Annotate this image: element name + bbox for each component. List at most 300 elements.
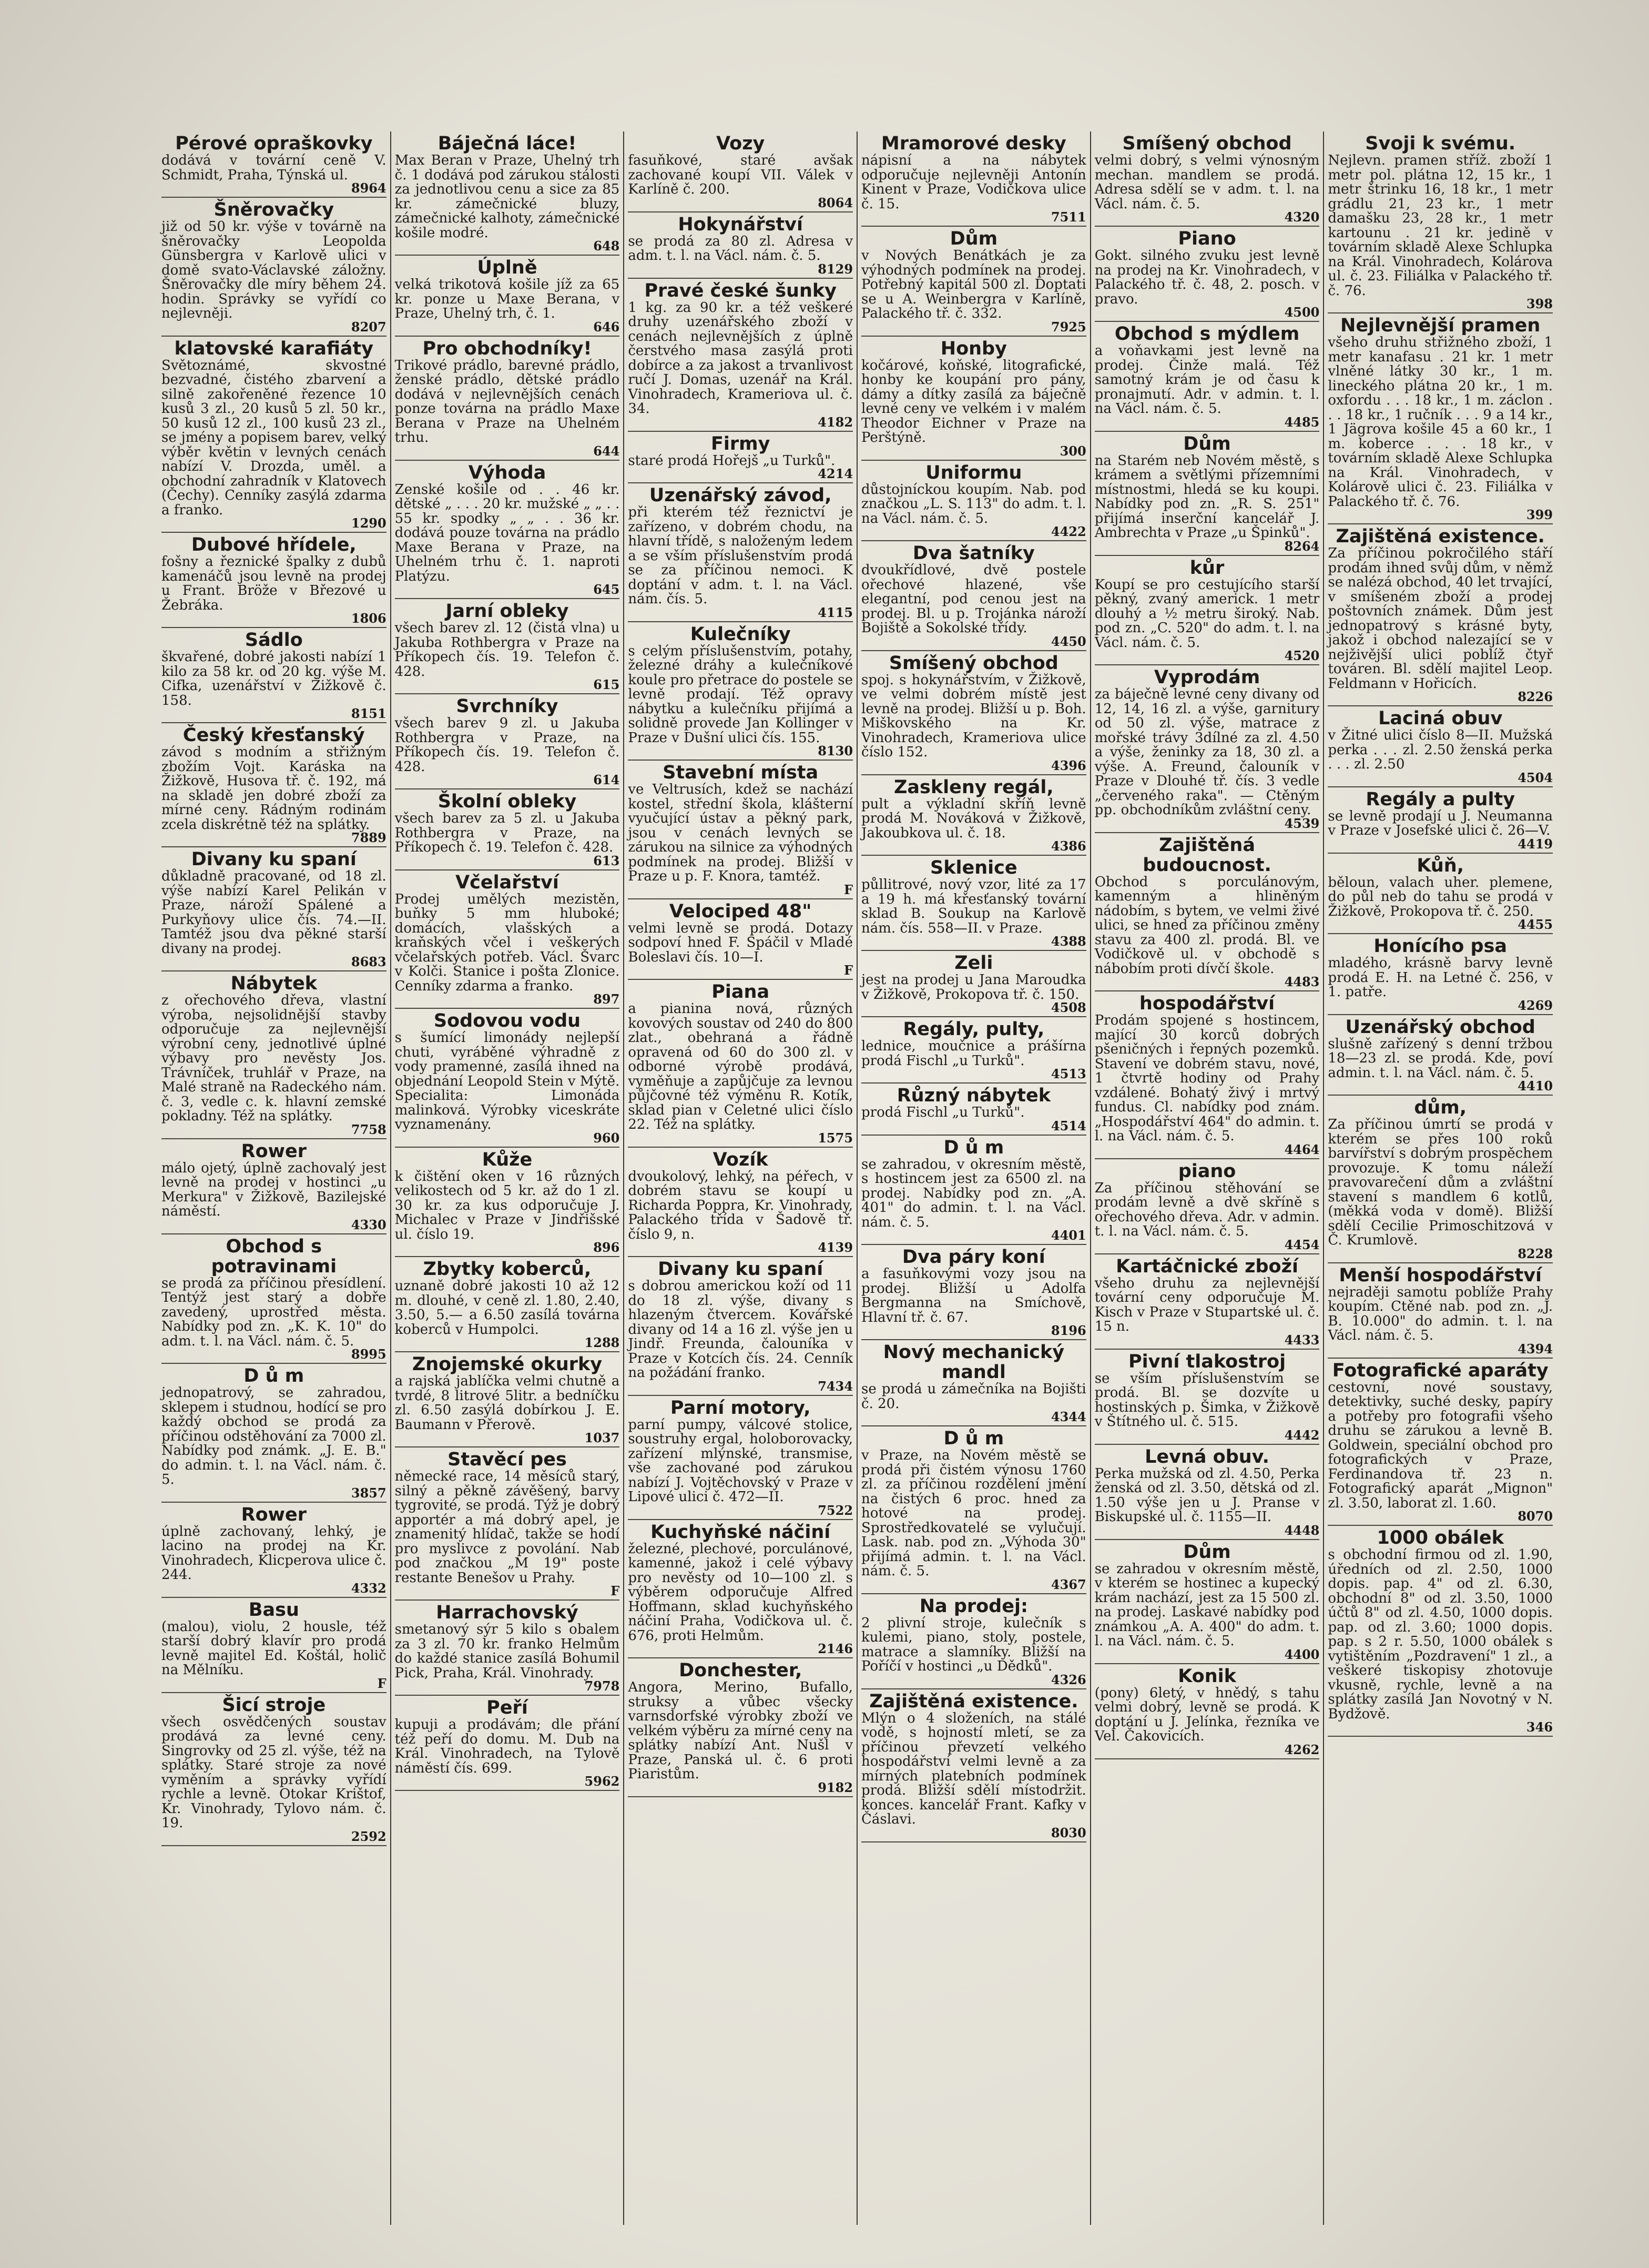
classified-ad — [1328, 787, 1553, 854]
ad-text: všeho druhu za nejlevnější tovární ceny odporučuje M. Kisch v Praze v Stupartské ul. č. 15 n. — [1094, 1275, 1320, 1334]
ad-number: 1575 — [818, 1130, 853, 1146]
ad-number: 4182 — [818, 414, 853, 430]
classified-ad — [861, 1084, 1086, 1136]
classified-ad — [395, 337, 620, 461]
ad-heading: D ů m — [243, 1365, 304, 1386]
ad-heading: Dva šatníky — [912, 543, 1035, 564]
ad-heading: Znojemské okurky — [412, 1354, 603, 1375]
ad-number: 960 — [593, 1130, 620, 1146]
ad-heading: Obchod s potravinami — [211, 1236, 337, 1277]
ad-heading: Sklenice — [930, 857, 1017, 878]
ad-text: mladého, krásně barvy levně prodá E. H. na Letné č. 256, v 1. patře. — [1328, 955, 1553, 1000]
classified-ad — [628, 622, 853, 761]
classified-ad — [861, 461, 1086, 542]
classified-ad — [861, 856, 1086, 951]
classified-ad — [628, 432, 853, 484]
classified-ad — [1328, 524, 1553, 706]
ad-text: Za příčinou pokročilého stáří prodám ihned svůj dům, v němž se nalézá obchod, 40 let trvající, v smíšeném zboží a prodej poštovních známek. Dům jest jednopatrový s krásné byty, jakož i obchod nalezající se v nejživější ulici poblíž čtyř továren. Bl. sdělí majitel Leop. Feldmann v Hořicích. — [1328, 545, 1553, 692]
classified-ad — [395, 1257, 620, 1352]
ad-text: se zahradou, v okresním městě, s hostincem jest za 6500 zl. na prodej. Nabídky pod zn. „A. 401" do admin. t. l. na Václ. nám. č. 5. — [861, 1156, 1086, 1230]
ad-heading: Konik — [1178, 1665, 1236, 1687]
ad-number: 4513 — [1051, 1066, 1086, 1081]
ad-number: F — [377, 1675, 386, 1691]
ad-number: 8130 — [818, 743, 853, 758]
classified-ad — [161, 337, 386, 533]
classified-ad — [1328, 313, 1553, 524]
ad-heading: Levná obuv. — [1145, 1446, 1269, 1467]
classified-ad — [861, 651, 1086, 775]
column-6 — [1324, 131, 1556, 2225]
ad-heading: Peří — [486, 1697, 528, 1718]
ad-text: všech osvědčených soustav prodává za levné ceny. Singrovky od 25 zl. výše, též na splátky. Staré stroje za nové vyměním a správky vyřídí rychle a levně. Otokar Krištof, Kr. Vinohrady, Tylovo nám. č. 19. — [161, 1714, 386, 1831]
ad-heading: Výhoda — [468, 462, 546, 483]
ad-heading: Úplně — [477, 257, 537, 278]
ad-number: F — [843, 963, 853, 978]
ad-heading: Zaskleny regál, — [893, 776, 1054, 798]
ad-heading: Divany ku spaní — [658, 1259, 823, 1280]
ad-text: Max Beran v Praze, Uhelný trh č. 1 dodává pod zárukou stálosti za jednotlivou cenu a sice za 85 kr. zámečnické bluzy, zámečnické kalhoty, zámečnické košile modré. — [394, 153, 620, 241]
ad-number: 2146 — [818, 1641, 853, 1656]
ad-text: se prodá u zámečníka na Bojišti č. 20. — [861, 1381, 1086, 1412]
ad-number: 4388 — [1051, 934, 1086, 949]
classified-ad — [861, 1340, 1086, 1426]
ad-text: v Nových Benátkách je za výhodných podmínek na prodej. Potřebný kapitál 500 zl. Doptati se u A. Weinbergra v Karlíně, Palackého tř. č. 332. — [861, 248, 1086, 321]
classified-ad — [395, 1148, 620, 1258]
classified-ad — [1095, 1159, 1320, 1254]
ad-heading: Mramorové desky — [881, 133, 1066, 154]
classified-ad — [628, 1520, 853, 1659]
ad-number: 8196 — [1051, 1323, 1086, 1338]
ad-heading: Školní obleky — [437, 791, 577, 812]
ad-text: v Praze, na Novém městě se prodá při čistém výnosu 1760 zl. za příčinou rozdělení jmění na čistých 6 proc. hned za hotové na prodej. Sprostředkovatelé se vylučují. Lask. nab. pod zn. „Výhoda 30" přijímá admin. t. l. na Václ. nám. č. 5. — [861, 1447, 1086, 1579]
ad-text: velká trikotová košile jíž za 65 kr. ponze u Maxe Berana, v Praze, Uhelný trh, č. 1. — [394, 277, 620, 321]
ad-text: Zenské košile od . . 46 kr. dětské „ . . . 20 kr. mužské „ „ . . 55 kr. spodky „ „ . . 36 kr. dodává pouze továrna na prádlo Maxe Berana v Praze, na Uhelném trhu č. 1. naproti Platýzu. — [394, 481, 620, 584]
classified-ad — [1095, 227, 1320, 322]
classified-ad — [1328, 1263, 1553, 1359]
ad-heading: dům, — [1414, 1097, 1467, 1118]
ad-heading: 1000 obálek — [1377, 1527, 1504, 1548]
ad-number: 897 — [593, 991, 620, 1007]
ad-heading: Honby — [940, 338, 1007, 359]
ad-heading: Svrchníky — [456, 696, 558, 717]
ad-number: 4442 — [1284, 1427, 1320, 1443]
ad-number: 4514 — [1051, 1118, 1086, 1133]
classified-ad — [628, 980, 853, 1148]
ad-heading: D ů m — [943, 1428, 1004, 1449]
ad-number: 4448 — [1284, 1522, 1320, 1538]
ad-heading: Různý nábytek — [897, 1085, 1051, 1106]
ad-heading: Šněrovačky — [213, 199, 334, 220]
ad-heading: Obchod s mýdlem — [1114, 323, 1300, 345]
classified-ad — [861, 1245, 1086, 1340]
ad-number: 300 — [1060, 443, 1086, 459]
ad-text: Mlýn o 4 složeních, na stálé vodě, s hojností mletí, se za příčinou převzetí velkého hospodářství velmi levně a za mírných platebních podmínek prodá. Bližší sdělí místodržit. konces. kancelář Frant. Kafky v Čáslavi. — [861, 1710, 1086, 1827]
ad-text: dvoukřídlové, dvě postele ořechové hlazené, vše elegantní, pod cenou jest na prodej. Bl. u p. Trojánka nároží Bojiště a Sokolské třídy. — [861, 562, 1086, 636]
ad-text: fasuňkové, staré avšak zachované koupí VII. Válek v Karlíně č. 200. — [628, 153, 853, 197]
ad-heading: Dva páry koní — [902, 1247, 1045, 1268]
ad-text: Nejlevn. pramen stříž. zboží 1 metr pol. plátna 12, 15 kr., 1 metr štrinku 16, 18 kr., 1 metr grádlu 21, 23 kr., 1 metr damašku 23, 28 kr., 1 metr kartounu . 21 kr. jedině v továrním skladě Alexe Schlupka na Král. Vinohradech, Kolárova ul. č. 23. Filiálka v Palackého tř. č. 76. — [1328, 153, 1553, 299]
classified-ad — [1328, 706, 1553, 787]
classified-ad — [161, 1503, 386, 1598]
classified-ad — [395, 694, 620, 789]
classified-ad — [1095, 432, 1320, 556]
classified-ad — [628, 131, 853, 212]
ad-heading: Smíšený obchod — [889, 652, 1058, 674]
ad-text: velmi dobrý, s velmi výnosným mechan. mandlem se prodá. Adresa sdělí se v adm. t. l. na Václ. nám. č. 5. — [1094, 153, 1320, 212]
classified-ad — [628, 279, 853, 432]
ad-number: 7522 — [818, 1502, 853, 1518]
classified-ad — [861, 131, 1086, 227]
ad-number: 614 — [593, 772, 620, 787]
ad-number: 4269 — [1518, 997, 1553, 1013]
ad-number: 4396 — [1051, 757, 1086, 773]
ad-number: 645 — [593, 582, 620, 597]
ad-text: s celým příslušenstvím, potahy, železné dráhy a kulečníkové koule pro přetrace do postele se levně prodají. Též opravy nábytku a kulečníku přijímá a solidně provede Jan Kollinger v Praze v Dušní ulici čís. 155. — [628, 643, 853, 746]
ad-text: Za příčinou úmrtí se prodá v kterém se přes 100 roků barvířství s dobrým prospěchem provozuje. K tomu náleží pravovarečení dům a zvláštní stavení s mandlem 6 kotlů, (měkká voda v domě). Bližší sdělí Cecilie Primoschitzová v Č. Krumlově. — [1328, 1117, 1553, 1248]
ad-heading: Kartáčnické zboží — [1116, 1256, 1298, 1277]
ad-number: 7758 — [351, 1121, 386, 1137]
ad-text: půllitrové, nový vzor, lité za 17 a 19 h. má křesťanský tovární sklad B. Soukup na Karlově nám. čís. 558—II. v Praze. — [861, 877, 1086, 936]
ad-text: a fasuňkovými vozy jsou na prodej. Bližší u Adolfa Bergmanna na Smíchově, Hlavní tř. č. 67. — [861, 1266, 1086, 1325]
ad-text: staré prodá Hořejš „u Turků". — [628, 452, 836, 469]
ad-text: dvoukolový, lehký, na péřech, v dobrém stavu se koupí u Richarda Poppra, Kr. Vinohrady, Palackého třída v Šadově tř. číslo 9, n. — [628, 1168, 853, 1242]
ad-number: 896 — [593, 1240, 620, 1255]
ad-heading: Sádlo — [245, 630, 303, 651]
ad-text: důstojníckou koupím. Nab. pod značkou „L. S. 113" do adm. t. l. na Václ. nám. č. 5. — [861, 481, 1086, 526]
classified-ad — [1328, 934, 1553, 1015]
ad-text: s dobrou americkou koží od 11 do 18 zl. výše, divany s hlazeným čtvercem. Kovářské divany od 14 a 16 zl. výše jen u Jindř. Freunda, čalouníka v Praze v Kotcích čís. 24. Cenník na požádání franko. — [628, 1278, 853, 1381]
classified-columns — [158, 131, 1556, 2225]
ad-heading: Basu — [248, 1599, 299, 1621]
classified-ad — [628, 761, 853, 899]
ad-heading: Jarní obleky — [445, 601, 569, 622]
ad-number: 8129 — [818, 261, 853, 277]
ad-heading: Vozík — [712, 1149, 768, 1170]
classified-ad — [1095, 322, 1320, 432]
classified-ad — [161, 1693, 386, 1846]
classified-ad — [1095, 1664, 1320, 1759]
ad-heading: Regály, pulty, — [903, 1019, 1045, 1040]
ad-text: úplně zachovaný, lehký, je lacino na prodej na Kr. Vinohradech, Klicperova ulice č. 244. — [161, 1523, 386, 1583]
classified-ad — [161, 1139, 386, 1234]
classified-ad — [628, 1658, 853, 1797]
ad-text: všech barev za 5 zl. u Jakuba Rothbergra v Praze, na Příkopech č. 19. Telefon č. 428. — [394, 811, 620, 855]
ad-text: při kterém též řeznictví je zařízeno, v dobrém chodu, na hlavní třídě, s naloženým ledem a se vším příslušenstvím prodá se za příčinou nemoci. K doptání v adm. t. l. na Václ. nám. čís. 5. — [628, 504, 853, 607]
ad-text: se levně prodají u J. Neumanna v Praze v Josefské ulici č. 26—V. — [1328, 808, 1553, 838]
classified-ad — [861, 541, 1086, 651]
classified-ad — [861, 1017, 1086, 1084]
ad-number: 7511 — [1051, 209, 1086, 225]
ad-heading: Harrachovský — [436, 1602, 578, 1623]
ad-heading: Kulečníky — [690, 623, 791, 645]
ad-number: 1288 — [584, 1335, 620, 1350]
ad-text: běloun, valach uher. plemene, do půl neb do tahu se prodá v Žižkově, Prokopova tř. č. 250. — [1328, 874, 1553, 919]
ad-number: F — [843, 882, 853, 897]
ad-number: 613 — [593, 853, 620, 868]
ad-number: 8151 — [351, 706, 386, 721]
ad-text: a voňavkami jest levně na prodej. Činže malá. Též samotný krám je od času k pronajmutí. Adr. v admin. t. l. na Václ. nám. č. 5. — [1094, 343, 1320, 417]
ad-heading: Zajištěná existence. — [1336, 526, 1545, 547]
classified-ad — [861, 1426, 1086, 1594]
classified-ad — [628, 1396, 853, 1520]
ad-text: (malou), violu, 2 housle, též starší dobrý klavír pro prodá levně majitel Ed. Koštál, holič na Mělníku. — [161, 1618, 386, 1678]
ad-text: k čištění oken v 16 různých velikostech od 5 kr. až do 1 zl. 30 kr. za kus odporučuje J. Michalec v Praze v Jindřišské ul. číslo 19. — [394, 1168, 620, 1242]
ad-heading: Firmy — [710, 433, 770, 454]
ad-heading: Rower — [241, 1504, 307, 1525]
ad-text: závod s modním a střižným zbožím Vojt. Karáska na Žižkově, Husova tř. č. 192, má na skladě jen dobré zboží za mírné ceny. Rádným rodinám zcela diskrétně též na splátky. — [161, 744, 386, 833]
ad-text: s šumící limonády nejlepší chuti, vyráběné výhradně z vody pramenné, zasílá ihned na objednání Leopold Stein v Mýtě. Specialita: Limonáda malinková. Výrobky viceskráte vyznamenány. — [394, 1030, 620, 1132]
ad-number: 4115 — [818, 604, 853, 620]
classified-ad — [1328, 1359, 1553, 1526]
ad-heading: Svoji k svému. — [1365, 133, 1516, 154]
ad-number: 648 — [593, 238, 620, 254]
ad-number: 399 — [1526, 507, 1553, 522]
ad-number: 4320 — [1284, 209, 1320, 225]
classified-ad — [161, 533, 386, 628]
ad-text: z ořechového dřeva, vlastní výroba, nejsolidnější stavby odporučuje za nejlevnější výrobní ceny, jednotlivé úplné výbavy pro nevěsty Jos. Trávníček, truhlář v Praze, na Malé straně na Radeckého nám. č. 3, vedle c. k. hlavní zemské pokladny. Též na splátky. — [161, 993, 386, 1124]
ad-text: Koupí se pro cestujícího starší pěkný, zvaný americk. 1 metr dlouhý a ½ metru široký. Nab. pod zn. „C. 520" do adm. t. l. na Václ. nám. č. 5. — [1094, 576, 1320, 651]
ad-number: 7889 — [351, 830, 386, 845]
ad-number: 646 — [593, 319, 620, 335]
ad-text: a pianina nová, různých kovových soustav od 240 do 800 zlat., obehraná a řádně opravená od 60 do 300 zl. v odborné výrobě prodává, vyměňuje a zapůjčuje za levnou půjčovné též výměnu R. Kotík, sklad pian v Celetné ulici číslo 22. Též na splátky. — [628, 1001, 853, 1132]
ad-text: důkladně pracované, od 18 zl. výše nabízí Karel Pelikán v Praze, nároží Spálené a Purkyňovy ulice čís. 74.—II. Tamtéž jsou dva pěkné starší divany na prodej. — [161, 868, 386, 957]
classified-ad — [628, 899, 853, 980]
ad-text: škvařené, dobré jakosti nabízí 1 kilo za 58 kr. od 20 kg. výše M. Cifka, uzenářství v Žižkově č. 158. — [161, 649, 386, 708]
classified-ad — [395, 870, 620, 1009]
ad-text: nejraději samotu poblíže Prahy koupím. Ctěné nab. pod zn. „J. B. 10.000" do admin. t. l. na Václ. nám. č. 5. — [1328, 1284, 1553, 1343]
ad-number: 8228 — [1518, 1246, 1553, 1261]
ad-number: 8964 — [351, 180, 386, 196]
classified-ad — [395, 461, 620, 600]
ad-heading: Uzenářský obchod — [1345, 1016, 1535, 1038]
ad-text: Za příčinou stěhování se prodám levně a dvě skříně s ořechového dřeva. Adr. v admin. t. l. na Václ. nám. č. 5. — [1094, 1180, 1320, 1239]
ad-text: se prodá za příčinou přesídlení. Tentýž jest starý a dobře zavedený, uprostřed města. Nabídky pod zn. „K. K. 10" do adm. t. l. na Václ. nám. č. 5. — [161, 1275, 386, 1349]
ad-text: fošny a řeznické špalky z dubů kamenáčů jsou levně na prodej u Frant. Bröže v Březové u Žebráka. — [161, 554, 386, 613]
classified-ad — [395, 1352, 620, 1447]
ad-text: dodává v tovární ceně V. Schmidt, Praha, Týnská ul. — [161, 153, 386, 183]
ad-heading: Laciná obuv — [1378, 708, 1503, 729]
classified-ad — [861, 337, 1086, 461]
classified-ad — [1095, 665, 1320, 833]
ad-number: 4410 — [1518, 1078, 1553, 1094]
classified-ad — [161, 847, 386, 971]
ad-heading: Zbytky koberců, — [423, 1259, 592, 1280]
ad-text: na Starém neb Novém městě, s krámem a světlými přízemními místnostmi, hledá se ku koupi. Nabídky pod zn. „R. S. 251" přijímá inserční kancelář J. Ambrechta v Praze „u Špinků". — [1094, 452, 1320, 541]
ad-text: jednopatrový, se zahradou, sklepem i studnou, hodící se pro každý obchod se prodá za příčinou odstěhování za 7000 zl. Nabídky pod známk. „J. E. B." do admin. t. l. na Václ. nám. č. 5. — [161, 1385, 386, 1487]
classified-ad — [395, 1009, 620, 1148]
ad-heading: Regály a pulty — [1366, 788, 1515, 810]
ad-number: 4483 — [1284, 974, 1320, 989]
ad-text: spoj. s hokynářstvím, v Žižkově, ve velmi dobrém místě jest levně na prodej. Bližší u p. Boh. Miškovského na Kr. Vinohradech, Krameriova ulice číslo 152. — [861, 672, 1086, 760]
ad-number: 8030 — [1051, 1825, 1086, 1840]
ad-text: velmi levně se prodá. Dotazy sodpoví hned F. Spáčil v Mladé Boleslavi čís. 10—I. — [628, 920, 853, 965]
ad-number: 7925 — [1051, 319, 1086, 335]
ad-heading: Pravé české šunky — [644, 280, 837, 301]
classified-ad — [1095, 1350, 1320, 1445]
ad-number: 4330 — [351, 1217, 386, 1232]
classified-ad — [861, 227, 1086, 337]
ad-text: v Žitné ulici číslo 8—II. Mužská perka . . . zl. 2.50 ženská perka . . . zl. 2.50 — [1328, 727, 1553, 772]
ad-heading: Šicí stroje — [222, 1694, 326, 1716]
ad-number: 4367 — [1051, 1576, 1086, 1592]
ad-text: parní pumpy, válcové stolice, soustruhy ergal, holoborovacky, zařízení mlýnské, transmise, vše zachované pod zárukou nabízí J. Vojtěchovský v Praze v Lipové ulici č. 472—II. — [628, 1416, 853, 1505]
ad-text: 1 kg. za 90 kr. a též veškeré druhy uzenářského zboží v cenách nejlevnějších z úplně čerstvého masa zasýlá proti dobírce a za jakost a trvanlivost ručí J. Domas, uzenář na Král. Vinohradech, Krameriova ul. č. 34. — [628, 299, 853, 417]
ad-heading: Menší hospodářství — [1339, 1264, 1542, 1286]
ad-text: Obchod s porculánovým, kamenným a hliněným nádobím, s bytem, ve velmi živé ulici, se hned za příčinou změny stavu za 400 zl. prodá. Bl. ve Vodičkově ul. v obchodě s nábobím proti dívčí škole. — [1094, 874, 1320, 977]
ad-heading: Sodovou vodu — [433, 1010, 581, 1031]
ad-text: 2 plivní stroje, kulečník s kulemi, piano, stoly, postele, matrace a slamníky. Bližší na Poříčí v hostinci „u Dědků". — [861, 1615, 1086, 1674]
ad-heading: Zajištěná existence. — [869, 1690, 1078, 1712]
ad-text: smetanový sýr 5 kilo s obalem za 3 zl. 70 kr. franko Helmům do každé stanice zasílá Bohumil Pick, Praha, Král. Vinohrady. — [394, 1622, 620, 1681]
ad-text: německé race, 14 měsíců starý, silný a pěkně závěšený, barvy tygrovité, se prodá. Týž je dobrý apportér a má dobrý apel, je znamenitý hlídač, takže se hodí pro myslivce z povolání. Nab pod značkou „M 19" poste restante Benešov u Prahy. — [394, 1469, 620, 1586]
ad-number: 2592 — [351, 1828, 386, 1844]
ad-number: 4508 — [1051, 1000, 1086, 1015]
ad-text: Prodám spojené s hostincem, mající 30 korců dobrých pšeničných i řepných pozemků. Stavení ve dobrém stavu, nové, 1 čtvrtě hodiny od Prahy vzdálené. Bohatý živý i mrtvý fundus. Cl. nabídky pod znám. „Hospodářství 464" do admin. t. l. na Václ. nám. č. 5. — [1094, 1012, 1320, 1144]
ad-heading: Fotografické aparáty — [1332, 1360, 1549, 1381]
ad-number: 4394 — [1518, 1341, 1553, 1356]
ad-number: 4332 — [351, 1580, 386, 1596]
ad-number: 4539 — [1284, 815, 1320, 831]
classified-ad — [628, 212, 853, 279]
ad-number: 8226 — [1518, 689, 1553, 704]
ad-heading: Báječná láce! — [437, 133, 577, 154]
ad-number: 4422 — [1051, 524, 1086, 539]
ad-heading: Kůň, — [1417, 855, 1464, 876]
classified-ad — [861, 1136, 1086, 1246]
ad-heading: Dům — [1183, 1541, 1231, 1563]
ad-number: 4520 — [1284, 648, 1320, 663]
classified-ad — [628, 1148, 853, 1258]
ad-heading: Rower — [241, 1140, 307, 1162]
classified-ad — [1328, 1015, 1553, 1096]
classified-ad — [1095, 556, 1320, 666]
ad-number: 4400 — [1284, 1646, 1320, 1662]
ad-heading: Honícího psa — [1373, 936, 1508, 957]
ad-number: 4450 — [1051, 633, 1086, 649]
ad-heading: Pérové opraškovky — [175, 133, 373, 154]
ad-heading: Kuchyňské náčiní — [650, 1521, 831, 1543]
classified-ad — [395, 256, 620, 337]
ad-heading: Uzenářský závod, — [649, 485, 832, 506]
ad-number: 1290 — [351, 515, 386, 531]
classified-ad — [628, 483, 853, 622]
ad-number: 4344 — [1051, 1409, 1086, 1424]
ad-heading: Dům — [950, 228, 998, 249]
ad-text: Angora, Merino, Bufallo, struksy a vůbec všecky varnsdorfské výrobky zboží ve velkém výběru za mírné ceny na splátky nabízí Ant. Nušl v Praze, Panská ul. č. 6 proti Piaristům. — [628, 1679, 853, 1782]
classified-ad — [861, 775, 1086, 856]
classified-ad — [1328, 1526, 1553, 1737]
ad-text: Prodej umělých mezistěn, buňky 5 mm hluboké; domácích, vlašských a kraňských včel i veškerých včelařských potřeb. Václ. Švarc v Kolči. Stanice i pošta Zlonice. Cenníky zdarma a franko. — [394, 891, 620, 994]
ad-number: 8064 — [818, 195, 853, 210]
ad-text: se vším příslušenstvím se prodá. Bl. se dozvíte u hostinských p. Šimka, v Žižkově v Štítného ul. č. 515. — [1094, 1370, 1320, 1430]
classified-ad — [161, 198, 386, 337]
ad-number: 4504 — [1518, 770, 1553, 785]
ad-number: 4386 — [1051, 838, 1086, 854]
ad-heading: hospodářství — [1139, 993, 1275, 1014]
classified-ad — [395, 1447, 620, 1601]
ad-number: 1037 — [584, 1430, 620, 1445]
ad-text: slušně zařízený s denní tržbou 18—23 zl. se prodá. Kde, poví admin. t. l. na Václ. nám. č. 5. — [1328, 1036, 1553, 1081]
ad-heading: Parní motory, — [670, 1397, 811, 1419]
ad-heading: Na prodej: — [919, 1595, 1028, 1617]
ad-heading: Český křesťanský — [182, 725, 365, 746]
classified-ad — [161, 628, 386, 723]
ad-text: se zahradou v okresním městě, v kterém se hostinec a kupecký krám nachází, jest za 15 500 zl. na prodej. Laskavé nabídky pod známkou „A. A. 400" do adm. t. l. na Václ. nám. č. 5. — [1094, 1561, 1320, 1649]
ad-heading: Piano — [1178, 228, 1236, 249]
ad-number: 4262 — [1284, 1742, 1320, 1757]
ad-number: 8207 — [351, 319, 386, 335]
ad-number: 8683 — [351, 954, 386, 969]
ad-number: 615 — [593, 677, 620, 692]
classified-ad — [1095, 833, 1320, 992]
ad-number: 4419 — [1518, 836, 1553, 852]
ad-text: Světoznámé, skvostné bezvadné, čistého zbarvení a silně zakořeněné řezence 10 kusů 3 zl., 20 kusů 5 zl. 50 kr., 50 kusů 12 zl., 100 kusů 23 zl., se jmény a popisem barev, velký výběr květin v levných cenách nabízí V. Drozda, uměl. a obchodní zahradník v Klatovech (Čechy). Cenníky zasýlá zdarma a franko. — [161, 357, 386, 518]
ad-number: 8070 — [1518, 1508, 1553, 1524]
ad-heading: Donchester, — [679, 1660, 802, 1681]
ad-text: Gokt. silného zvuku jest levně na prodej na Kr. Vinohradech, v Palackého tř. č. 48, 2. posch. v pravo. — [1094, 248, 1320, 307]
ad-heading: Včelařství — [455, 872, 559, 893]
classified-ad — [161, 131, 386, 198]
ad-text: málo ojetý, úplně zachovalý jest levně na prodej v hostinci „u Merkura" v Žižkově, Bazilejské náměstí. — [161, 1160, 386, 1219]
classified-ad — [395, 1696, 620, 1791]
classified-ad — [861, 951, 1086, 1017]
ad-number: 9182 — [818, 1779, 853, 1795]
ad-number: 4485 — [1284, 414, 1320, 430]
ad-number: 7978 — [584, 1678, 620, 1694]
classified-ad — [861, 1689, 1086, 1842]
classified-ad — [1328, 131, 1553, 313]
classified-ad — [395, 789, 620, 870]
ad-text: nápisní a na nábytek odporučuje nejlevněji Antonín Kinent v Praze, Vodičkova ulice č. 15. — [861, 153, 1086, 212]
classified-ad — [161, 971, 386, 1139]
ad-text: všeho druhu střižného zboží, 1 metr kanafasu . 21 kr. 1 metr vlněné látky 30 kr., 1 m. lineckého plátna 20 kr., 1 m. oxfordu . . . 18 kr., 1 m. záclon . . . 18 kr., 1 ručník . . . 9 a 14 kr., 1 Jägrova košile 45 a 60 kr., 1 m. koberce . . . 18 kr., v továrním skladě Alexe Schlupka na Král. Vinohradech, v Kolárově ulici č. 23. Filiálka v Palackého tř. č. 76. — [1328, 335, 1553, 510]
ad-heading: Smíšený obchod — [1122, 133, 1292, 154]
classified-ad — [1328, 854, 1553, 935]
ad-heading: Stavební místa — [663, 762, 819, 783]
ad-heading: Piana — [711, 981, 770, 1003]
classified-ad — [395, 131, 620, 256]
ad-number: 7434 — [818, 1378, 853, 1394]
classified-ad — [161, 723, 386, 847]
ad-heading: Stavěcí pes — [447, 1449, 567, 1470]
classified-ad — [395, 1601, 620, 1696]
column-5 — [1091, 131, 1325, 2225]
ad-heading: D ů m — [943, 1137, 1004, 1158]
ad-heading: Zeli — [954, 953, 993, 974]
ad-number: 4326 — [1051, 1672, 1086, 1687]
classified-ad — [161, 1364, 386, 1503]
ad-number: 346 — [1526, 1719, 1553, 1735]
ad-text: ve Veltrusích, kdež se nachází kostel, střední škola, klášterní vyučující ústav a pěkný park, jsou v cenách levných se zárukou na silnice za výhodných podmínek na prodej. Bližší v Praze u p. F. Knora, tamtéž. — [628, 782, 853, 884]
ad-heading: Zajištěná budoucnost. — [1143, 834, 1271, 876]
ad-text: s obchodní firmou od zl. 1.90, úředních od zl. 2.50, 1000 dopis. pap. 4" od zl. 6.30, obchodní 8" od zl. 3.50, 1000 účtů 8" od zl. 4.50, 1000 dopis. pap. od zl. 3.60; 1000 dopis. pap. s 2 r. 5.50, 1000 obálek s vytištěním „Pozdravení" 1 zl., a veškeré tiskopisy zhotovuje vkusně, rychle, levně a na splátky zasílá Jan Novotný v N. Bydžově. — [1328, 1547, 1553, 1722]
classified-ad — [1095, 1254, 1320, 1350]
ad-text: cestovní, nové soustavy, detektivky, suché desky, papíry a potřeby pro fotografii všeho druhu se zárukou a levně B. Goldwein, speciální obchod pro fotografických v Praze, Ferdinandova tř. 23 n. Fotografický aparát „Mignon" zl. 3.50, laborat zl. 1.60. — [1328, 1379, 1553, 1511]
ad-heading: Pivní tlakostroj — [1128, 1351, 1286, 1372]
classified-ad — [161, 1598, 386, 1693]
ad-heading: Nábytek — [230, 973, 318, 994]
ad-heading: piano — [1178, 1160, 1236, 1182]
ad-text: pult a výkladní skříň levně prodá M. Nováková v Žižkově, Jakoubkova ul. č. 18. — [861, 796, 1086, 841]
ad-text: kupuji a prodávám; dle přání též peří do domu. M. Dub na Král. Vinohradech, na Tylově náměstí čís. 699. — [394, 1717, 620, 1776]
ad-number: 3857 — [351, 1485, 386, 1501]
ad-heading: Hokynářství — [678, 214, 803, 235]
ad-text: již od 50 kr. výše v továrně na šněrovačky Leopolda Günsbergra v Karlově ulici v domě svato-Václavské záložny. Šněrovačky dle míry během 24. hodin. Správky se vyřídí co nejlevněji. — [161, 219, 386, 321]
ad-heading: kůr — [1189, 557, 1225, 579]
ad-text: jest na prodej u Jana Maroudka v Žižkově, Prokopova tř. č. 150. — [861, 972, 1086, 1003]
ad-heading: Uniformu — [925, 462, 1022, 483]
ad-text: uznaně dobré jakosti 10 až 12 m. dlouhé, v ceně zl. 1.80, 2.40, 3.50, 5.— a 6.50 zasílá továrna koberců v Humpolci. — [394, 1278, 620, 1338]
